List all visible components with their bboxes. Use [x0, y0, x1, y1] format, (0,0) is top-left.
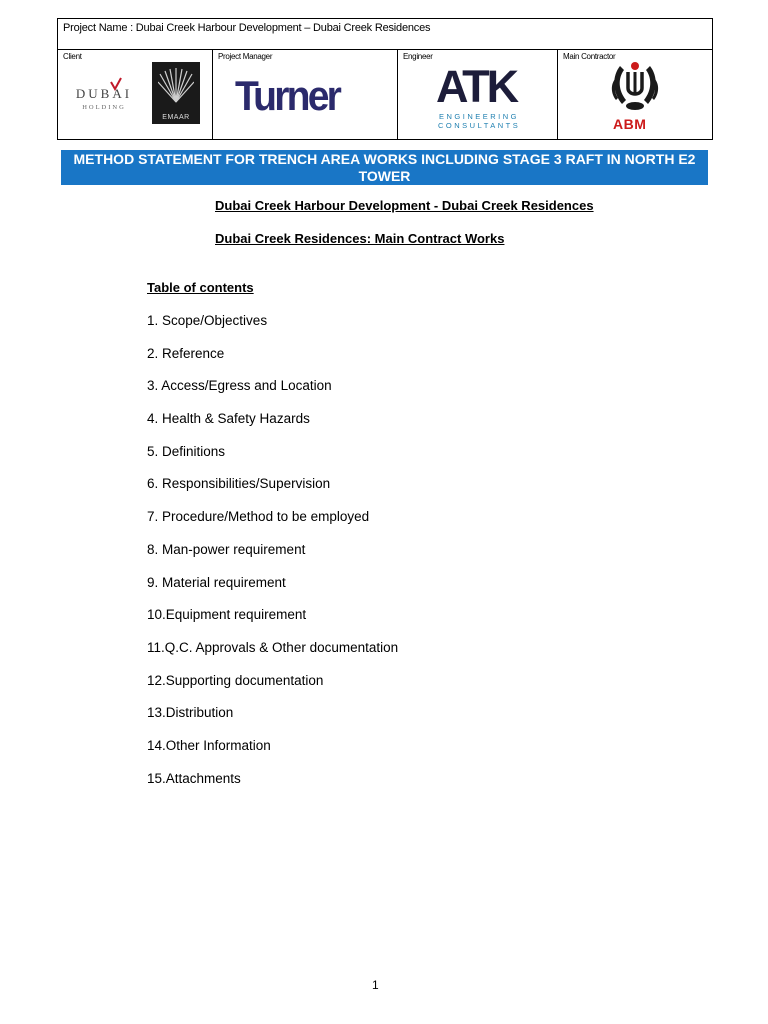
- toc-item: 13.Distribution: [147, 705, 234, 721]
- toc-item: 12.Supporting documentation: [147, 672, 324, 688]
- main-contractor-cell: [558, 50, 712, 139]
- emaar-text: EMAAR: [162, 114, 190, 121]
- emaar-logo: [152, 62, 200, 124]
- client-label: Client: [63, 52, 82, 61]
- project-name-row: Project Name : Dubai Creek Harbour Development – Dubai Creek Residences: [58, 19, 712, 50]
- atk-sub-engineering: ENGINEERING: [438, 112, 519, 121]
- dubai-holding-logo: [73, 86, 135, 111]
- toc-item: 11.Q.C. Approvals & Other documentation: [147, 639, 399, 655]
- client-cell: [58, 50, 213, 139]
- toc-item: 10.Equipment requirement: [147, 607, 307, 623]
- dubai-holding-mark-icon: [109, 77, 123, 91]
- atk-subtitle: [438, 112, 520, 130]
- page-number: 1: [372, 978, 379, 992]
- logo-row: [58, 50, 712, 139]
- toc-list: [147, 313, 398, 803]
- header-table: [57, 18, 713, 140]
- dubai-holding-word: DUBAI: [75, 86, 133, 101]
- toc-item: 14.Other Information: [147, 737, 271, 753]
- contract-subtitle: Dubai Creek Residences: Main Contract Works: [215, 231, 505, 246]
- engineer-label: Engineer: [403, 52, 433, 61]
- toc-item: 6. Responsibilities/Supervision: [147, 476, 331, 492]
- toc-item: 4. Health & Safety Hazards: [147, 411, 310, 427]
- dubai-holding-sub: HOLDING: [82, 104, 126, 111]
- project-manager-cell: [213, 50, 398, 139]
- atk-sub-consultants: CONSULTANTS: [438, 121, 521, 130]
- document-title: METHOD STATEMENT FOR TRENCH AREA WORKS INCLUDING STAGE 3 RAFT IN NORTH E2 TOWER: [61, 150, 708, 185]
- abm-emblem-icon: [608, 58, 662, 116]
- toc-item: 2. Reference: [147, 345, 225, 361]
- toc-heading: Table of contents: [147, 280, 254, 295]
- toc-item: 8. Man-power requirement: [147, 541, 306, 557]
- turner-logo: Turner: [235, 72, 340, 119]
- emaar-rays-icon: [158, 68, 194, 104]
- main-contractor-label: Main Contractor: [563, 52, 616, 61]
- toc-item: 15.Attachments: [147, 770, 241, 786]
- toc-item: 3. Access/Egress and Location: [147, 378, 332, 394]
- engineer-cell: [398, 50, 558, 139]
- toc-item: 1. Scope/Objectives: [147, 313, 268, 328]
- toc-item: 5. Definitions: [147, 443, 226, 459]
- toc-item: 9. Material requirement: [147, 574, 286, 590]
- toc-item: 7. Procedure/Method to be employed: [147, 509, 370, 525]
- project-subtitle: Dubai Creek Harbour Development - Dubai Creek Residences: [215, 198, 594, 213]
- project-manager-label: Project Manager: [218, 52, 273, 61]
- atk-logo: ATK: [436, 61, 517, 112]
- abm-logo-text: ABM: [613, 116, 647, 132]
